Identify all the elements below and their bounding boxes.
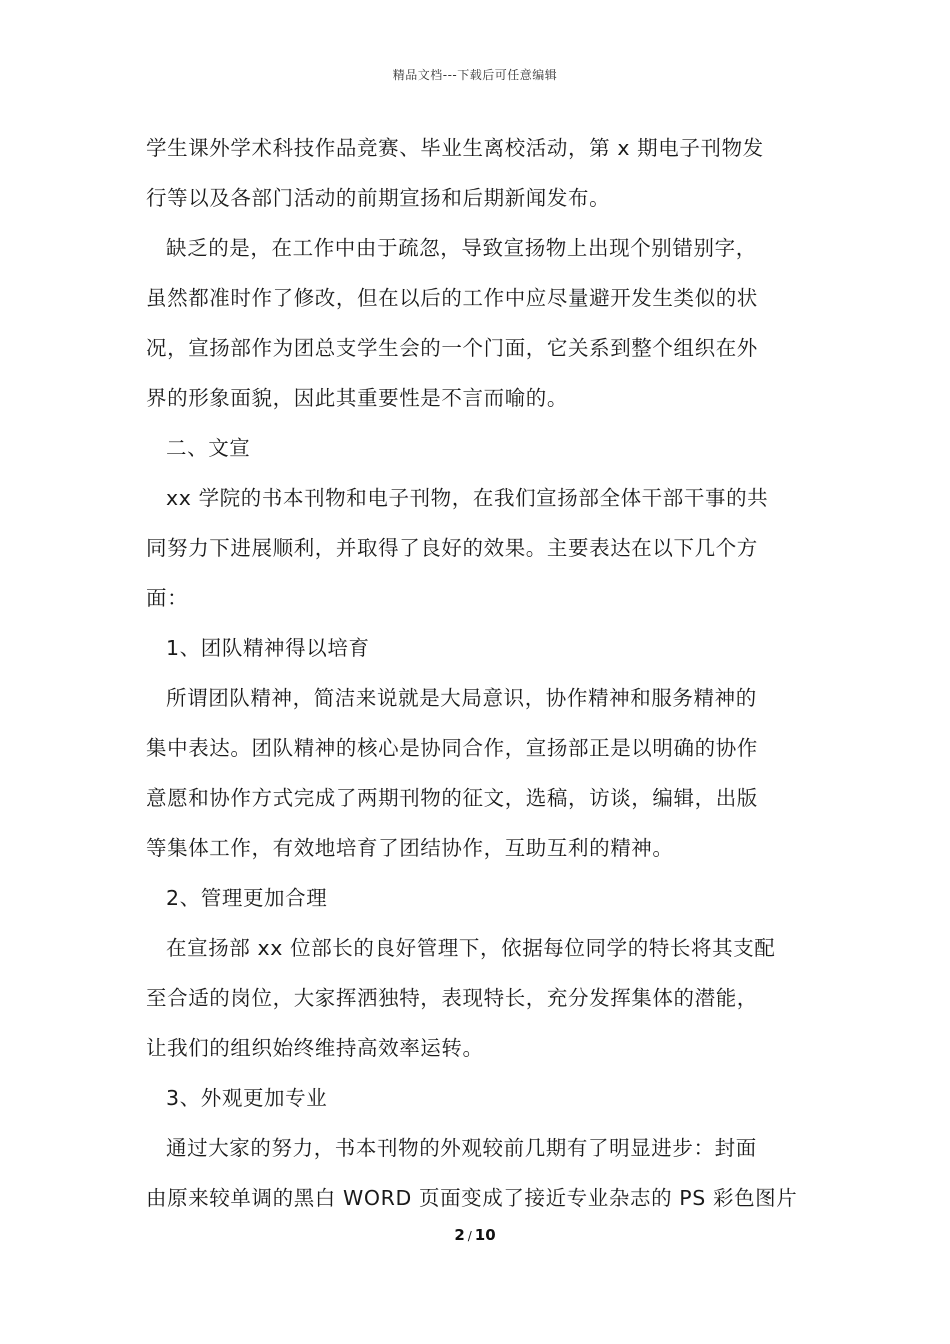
text-line: 通过大家的努力，书本刊物的外观较前几期有了明显进步：封面 [166, 1136, 757, 1160]
text-line: xx 学院的书本刊物和电子刊物，在我们宣扬部全体干部干事的共 [166, 486, 769, 510]
text-line: 况，宣扬部作为团总支学生会的一个门面，它关系到整个组织在外 [146, 336, 758, 360]
text-line: 所谓团队精神，简洁来说就是大局意识，协作精神和服务精神的 [166, 686, 757, 710]
text-line: 3、外观更加专业 [166, 1086, 328, 1110]
text-line: 1、团队精神得以培育 [166, 636, 370, 660]
text-line: 学生课外学术科技作品竞赛、毕业生离校活动，第 x 期电子刊物发 [146, 136, 764, 160]
text-line: 等集体工作，有效地培育了团结协作，互助互利的精神。 [146, 836, 674, 860]
text-line: 缺乏的是，在工作中由于疏忽，导致宣扬物上出现个别错别字， [166, 236, 757, 260]
text-line: 2、管理更加合理 [166, 886, 328, 910]
text-line: 二、文宣 [166, 436, 251, 460]
page-header: 精品文档---下载后可任意编辑 [392, 68, 558, 82]
total-page-count: 10 [474, 1226, 496, 1244]
text-line: 让我们的组织始终维持高效率运转。 [146, 1036, 484, 1060]
text-line: 面： [146, 586, 189, 610]
text-line: 由原来较单调的黑白 WORD 页面变成了接近专业杂志的 PS 彩色图片 [146, 1186, 798, 1210]
text-line: 同努力下进展顺利，并取得了良好的效果。主要表达在以下几个方 [146, 536, 758, 560]
text-line: 意愿和协作方式完成了两期刊物的征文，选稿，访谈，编辑，出版 [146, 786, 758, 810]
page-separator: / [467, 1229, 472, 1243]
current-page-number: 2 [454, 1226, 465, 1244]
text-line: 行等以及各部门活动的前期宣扬和后期新闻发布。 [146, 186, 611, 210]
text-line: 至合适的岗位，大家挥洒独特，表现特长，充分发挥集体的潜能， [146, 986, 758, 1010]
text-line: 集中表达。团队精神的核心是协同合作，宣扬部正是以明确的协作 [146, 736, 758, 760]
text-line: 在宣扬部 xx 位部长的良好管理下，依据每位同学的特长将其支配 [166, 936, 776, 960]
text-line: 虽然都准时作了修改，但在以后的工作中应尽量避开发生类似的状 [146, 286, 758, 310]
text-line: 界的形象面貌，因此其重要性是不言而喻的。 [146, 386, 568, 410]
document-body [146, 128, 810, 1228]
page-number [0, 1226, 950, 1244]
